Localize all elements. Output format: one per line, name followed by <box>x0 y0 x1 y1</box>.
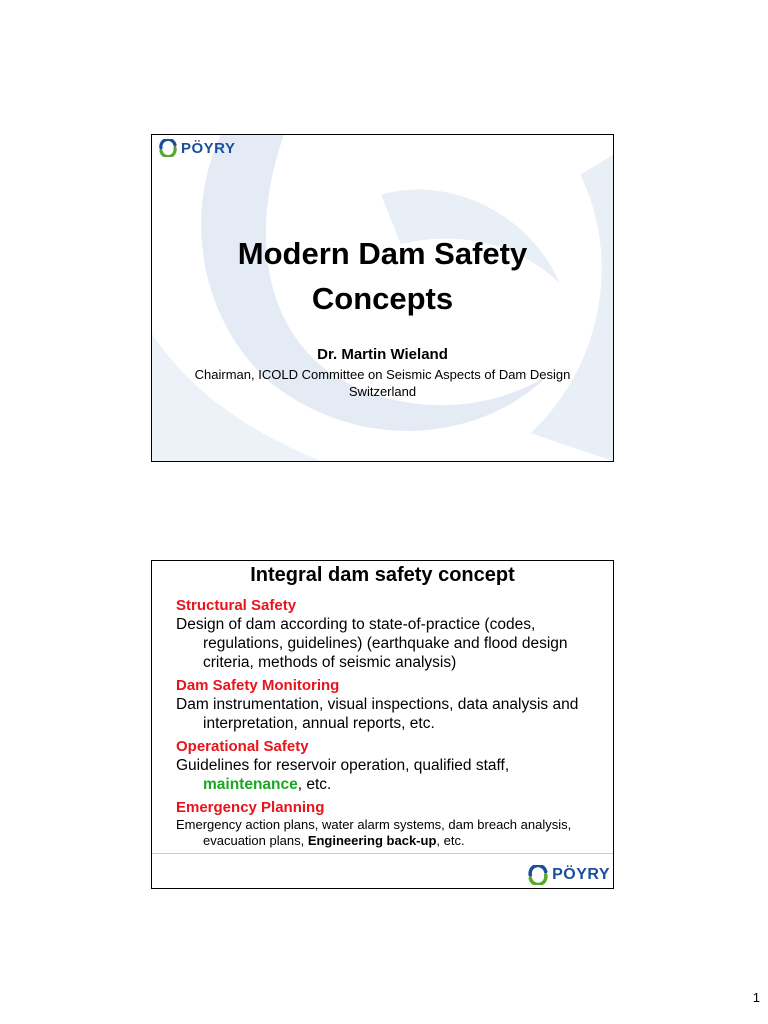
poyry-logo-mark-icon <box>527 865 549 885</box>
section-body <box>176 817 606 849</box>
section-emergency <box>176 799 606 849</box>
section-title: Dam Safety Monitoring <box>176 677 340 694</box>
poyry-logo-text: PÖYRY <box>181 139 236 157</box>
poyry-logo-mark-icon <box>158 139 178 157</box>
highlight-engineering-backup: Engineering back-up <box>307 833 437 848</box>
section-title: Emergency Planning <box>176 799 325 816</box>
section-body: Dam instrumentation, visual inspections, data analysis and interpretation, annual reports, etc. <box>176 696 579 732</box>
body-text-end: , etc. <box>436 833 465 848</box>
section-operational <box>176 738 606 794</box>
highlight-maintenance: maintenance <box>203 776 298 793</box>
country-line: Switzerland <box>348 384 417 399</box>
content-slide <box>151 560 614 889</box>
section-body: Design of dam according to state-of-practice (codes, regulations, guidelines) (earthquake and flood design criteria, methods of seismic analysis) <box>176 616 568 671</box>
poyry-logo <box>158 139 235 157</box>
poyry-logo-footer <box>527 865 610 885</box>
footer-divider <box>152 853 613 854</box>
section-monitoring <box>176 677 606 733</box>
page-number: 1 <box>752 990 760 1005</box>
safety-sections <box>176 597 606 854</box>
title-line-2: Concepts <box>311 281 454 316</box>
title-line-1: Modern Dam Safety <box>237 236 528 271</box>
poyry-logo-text: PÖYRY <box>552 866 610 883</box>
section-structural <box>176 597 606 672</box>
body-text: Emergency action plans, water alarm systems, dam breach analysis, evacuation plans, <box>176 817 572 848</box>
body-text: Guidelines for reservoir operation, qualified staff, <box>176 757 510 774</box>
title-slide <box>151 134 614 462</box>
slide-title <box>152 231 613 321</box>
section-body <box>176 756 606 794</box>
body-text-end: , etc. <box>297 776 332 793</box>
author-name: Dr. Martin Wieland <box>317 346 448 363</box>
affiliation-line: Chairman, ICOLD Committee on Seismic Aspects of Dam Design <box>194 367 571 382</box>
slide-heading: Integral dam safety concept <box>250 564 515 586</box>
section-title: Structural Safety <box>176 597 297 614</box>
section-title: Operational Safety <box>176 738 309 755</box>
author-affiliation <box>152 366 613 400</box>
